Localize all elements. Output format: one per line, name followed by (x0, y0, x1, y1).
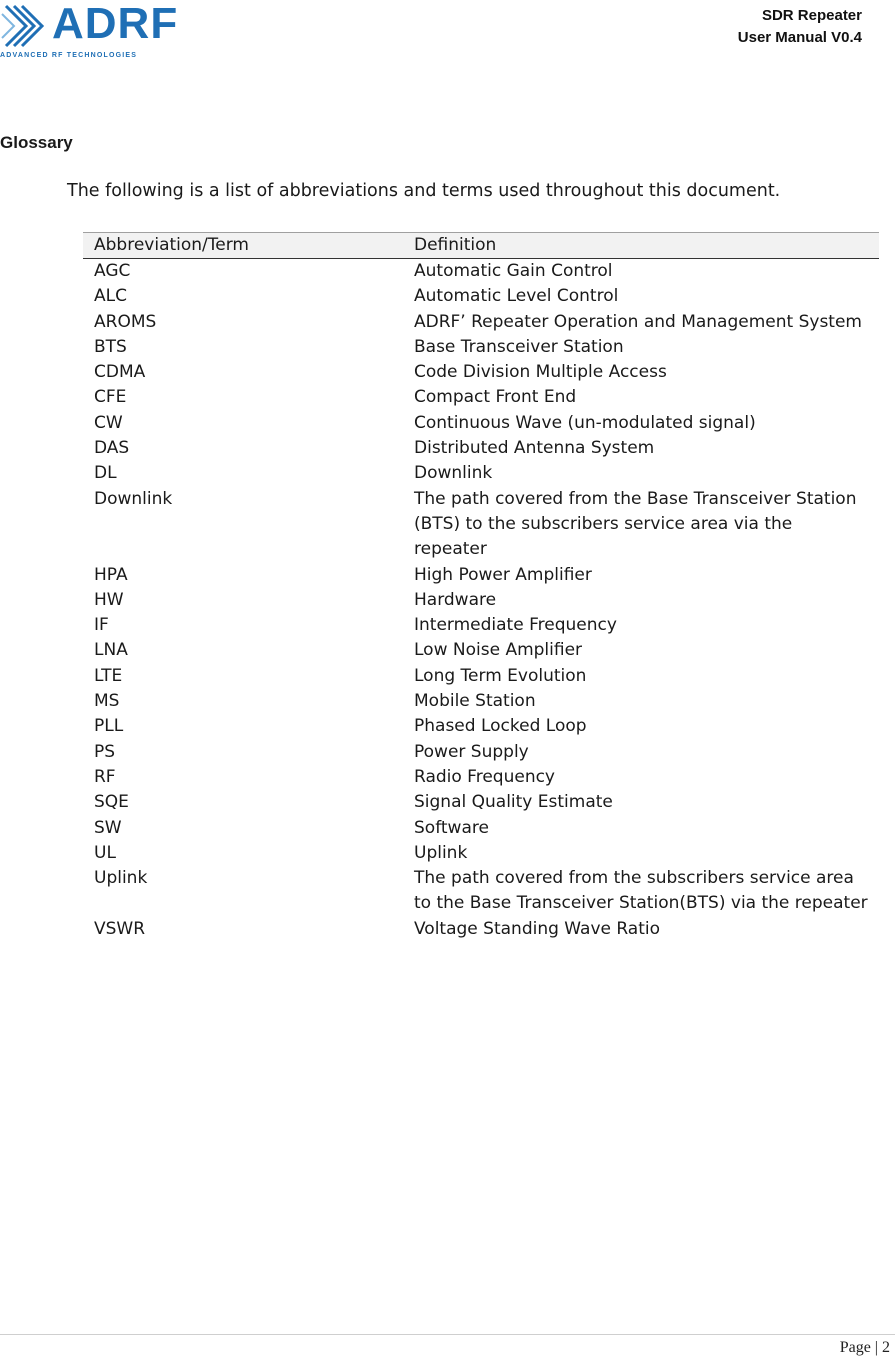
table-row (83, 588, 879, 613)
product-name: SDR Repeater (761, 7, 862, 24)
table-row (83, 436, 879, 461)
definition-cell: Automatic Level Control (414, 286, 619, 307)
term-cell: VSWR (94, 918, 146, 939)
table-header-row (83, 233, 879, 259)
page-number: Page | 2 (839, 1339, 890, 1356)
table-row (83, 284, 879, 309)
term-cell: PS (94, 741, 116, 762)
definition-cell: Downlink (414, 463, 493, 484)
glossary-table-body (83, 259, 879, 943)
table-row (83, 461, 879, 486)
definition-cell: Compact Front End (414, 387, 577, 408)
logo-mark-icon (0, 0, 52, 52)
term-cell: ALC (94, 286, 127, 307)
intro-paragraph: The following is a list of abbreviations and terms used throughout this document. (67, 181, 781, 201)
term-cell: IF (94, 615, 109, 636)
table-row (83, 360, 879, 385)
definition-cell: Power Supply (414, 741, 529, 762)
table-row (83, 613, 879, 638)
table-row (83, 664, 879, 689)
table-row (83, 740, 879, 765)
term-cell: SQE (94, 792, 129, 813)
term-cell: AROMS (94, 311, 157, 332)
definition-cell: Hardware (414, 589, 497, 610)
table-row (83, 689, 879, 714)
term-cell: CFE (94, 387, 127, 408)
adrf-logo (0, 0, 179, 64)
column-header-abbreviation: Abbreviation/Term (83, 233, 404, 259)
definition-cell: The path covered from the subscribers service area to the Base Transceiver Station(BTS) via the repeater (414, 868, 868, 914)
definition-cell: Automatic Gain Control (414, 261, 613, 281)
term-cell: RF (94, 766, 116, 787)
document-header (738, 5, 862, 49)
logo-tagline: ADVANCED RF TECHNOLOGIES (0, 52, 138, 59)
definition-cell: Intermediate Frequency (414, 615, 617, 636)
definition-cell: Phased Locked Loop (414, 716, 587, 737)
term-cell: DAS (94, 438, 130, 459)
table-row (83, 385, 879, 410)
definition-cell: Continuous Wave (un-modulated signal) (414, 412, 756, 433)
table-row (83, 411, 879, 436)
table-row (83, 917, 879, 942)
term-cell: AGC (94, 261, 131, 281)
term-cell: CDMA (94, 362, 146, 383)
table-row (83, 841, 879, 866)
definition-cell: Signal Quality Estimate (414, 792, 613, 813)
term-cell: BTS (94, 336, 127, 357)
definition-cell: Base Transceiver Station (414, 336, 624, 357)
definition-cell: Uplink (414, 842, 468, 863)
manual-version: User Manual V0.4 (737, 29, 862, 46)
definition-cell: ADRF’ Repeater Operation and Management System (414, 311, 862, 332)
term-cell: DL (94, 463, 117, 484)
section-title: Glossary (0, 133, 73, 152)
definition-cell: The path covered from the Base Transceiver Station (BTS) to the subscribers service area via the repeater (414, 488, 857, 560)
term-cell: CW (94, 412, 123, 433)
table-row (83, 487, 879, 563)
term-cell: LTE (94, 665, 123, 686)
definition-cell: Radio Frequency (414, 766, 555, 787)
glossary-table (83, 232, 879, 942)
term-cell: HPA (94, 564, 128, 585)
table-row (83, 866, 879, 917)
logo-wordmark: ADRF (52, 0, 179, 48)
definition-cell: Mobile Station (414, 691, 536, 712)
table-row (83, 310, 879, 335)
definition-cell: Voltage Standing Wave Ratio (414, 918, 661, 939)
table-row (83, 714, 879, 739)
term-cell: SW (94, 817, 122, 838)
column-header-definition: Definition (404, 233, 879, 259)
definition-cell: Long Term Evolution (414, 665, 587, 686)
table-row (83, 563, 879, 588)
term-cell: UL (94, 842, 116, 863)
term-cell: HW (94, 589, 124, 610)
definition-cell: High Power Amplifier (414, 564, 592, 585)
table-row (83, 765, 879, 790)
term-cell: PLL (94, 716, 124, 737)
term-cell: Downlink (94, 488, 173, 509)
table-row (83, 816, 879, 841)
term-cell: LNA (94, 640, 128, 661)
term-cell: Uplink (94, 868, 148, 889)
definition-cell: Low Noise Amplifier (414, 640, 583, 661)
footer-divider (0, 1334, 895, 1335)
table-row (83, 259, 879, 285)
table-row (83, 790, 879, 815)
definition-cell: Software (414, 817, 489, 838)
term-cell: MS (94, 691, 120, 712)
table-row (83, 638, 879, 663)
table-row (83, 335, 879, 360)
definition-cell: Distributed Antenna System (414, 438, 655, 459)
definition-cell: Code Division Multiple Access (414, 362, 667, 383)
